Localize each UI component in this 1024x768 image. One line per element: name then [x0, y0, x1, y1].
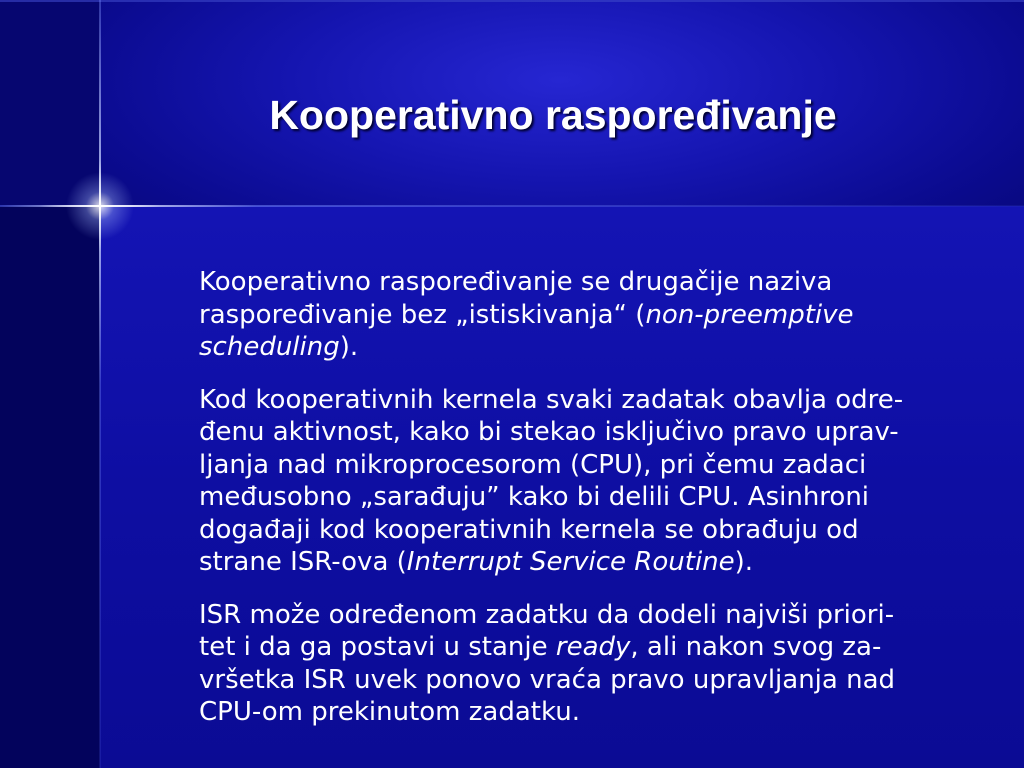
text-segment: međusobno „sarađuju” kako bi delili CPU. Asinhroni	[199, 482, 870, 512]
text-line	[199, 514, 1009, 547]
italic-text: Interrupt Service Routine	[406, 547, 735, 577]
text-line	[199, 384, 1009, 417]
text-segment: tet i da ga postavi u stanje	[199, 632, 556, 662]
text-line	[199, 331, 1009, 364]
text-segment: , ali nakon svog za-	[630, 632, 882, 662]
text-line	[199, 631, 1009, 664]
text-line	[199, 416, 1009, 449]
text-line	[199, 546, 1009, 579]
text-segment: strane ISR-ova (	[199, 547, 407, 577]
text-line	[199, 599, 1009, 632]
paragraph-2	[199, 384, 1009, 579]
text-segment: CPU-om prekinutom zadatku.	[199, 697, 580, 727]
text-line	[199, 664, 1009, 697]
text-line	[199, 481, 1009, 514]
text-segment: događaji kod kooperativnih kernela se obrađuju od	[199, 514, 859, 545]
text-segment: vršetka ISR uvek ponovo vraća pravo upravljanja nad	[199, 664, 896, 695]
text-segment: đenu aktivnost, kako bi stekao isključivo pravo uprav-	[199, 417, 899, 447]
slide-title: Kooperativno raspoređivanje	[269, 92, 837, 138]
text-segment: ljanja nad mikroprocesorom (CPU), pri čemu zadaci	[199, 449, 867, 480]
sparkle-horizontal-ray	[40, 205, 160, 207]
text-segment: ISR može određenom zadatku da dodeli najviši priori-	[199, 599, 895, 630]
italic-text: non-preemptive	[645, 299, 854, 330]
text-line	[199, 449, 1009, 482]
text-segment: Kod kooperativnih kernela svaki zadatak obavlja odre-	[199, 384, 904, 415]
text-segment: raspoređivanje bez „istiskivanja“ (	[199, 299, 646, 330]
text-segment: ).	[339, 332, 359, 362]
text-line	[199, 696, 1009, 729]
italic-text: ready	[555, 632, 631, 662]
text-line	[199, 299, 1009, 332]
paragraph-1	[199, 266, 1009, 364]
paragraph-3	[199, 599, 1009, 729]
top-divider-line	[0, 0, 1024, 2]
italic-text: scheduling	[199, 332, 340, 362]
slide-content	[199, 266, 1009, 749]
text-line	[199, 266, 1009, 299]
text-segment: Kooperativno raspoređivanje se drugačije naziva	[199, 267, 833, 297]
text-segment: ).	[734, 547, 754, 577]
